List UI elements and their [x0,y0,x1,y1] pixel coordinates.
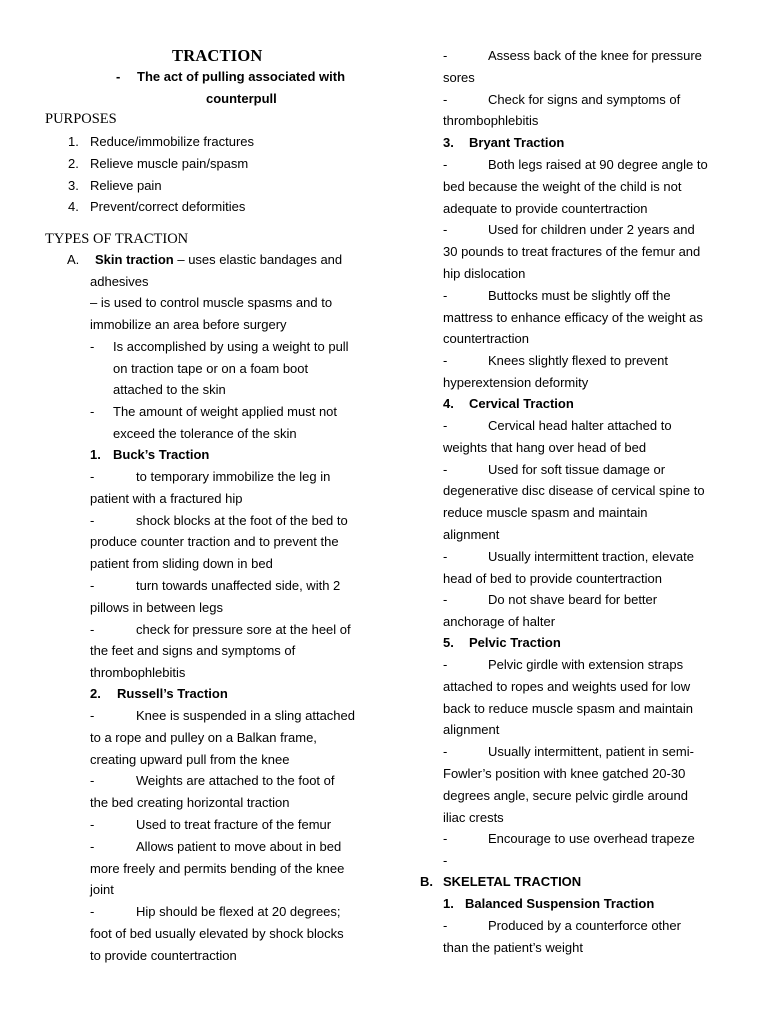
cervical-item-continued: alignment [443,527,500,542]
bryant-item-continued: bed because the weight of the child is not [443,179,682,194]
bryant-item-continued: hyperextension deformity [443,375,589,390]
bucks-item-continued: thrombophlebitis [90,665,186,680]
purpose-item: Relieve pain [90,178,162,193]
russells-cont-item: Check for signs and symptoms of [488,92,681,107]
pelvic-item-dash: - [443,831,448,846]
bryant-item-dash: - [443,353,448,368]
russells-item-dash: - [90,773,95,788]
russells-item-continued: foot of bed usually elevated by shock blocks [90,926,344,941]
cervical-item-continued: anchorage of halter [443,614,556,629]
cervical-item-continued: weights that hang over head of bed [443,440,647,455]
russells-item: Weights are attached to the foot of [136,773,335,788]
russells-item-continued: joint [90,882,114,897]
cervical-item-dash: - [443,462,448,477]
bryant-item-dash: - [443,222,448,237]
bryant-item-continued: adequate to provide countertraction [443,201,648,216]
skin-bullet-2-dash: - [90,404,95,419]
skin-bullet-1-line-3: attached to the skin [113,382,226,397]
skin-bullet-1-dash: - [90,339,95,354]
cervical-title: Cervical Traction [469,396,574,411]
bucks-number: 1. [90,447,101,462]
purpose-number: 2. [68,156,79,171]
bucks-item: to temporary immobilize the leg in [136,469,331,484]
russells-item-continued: creating upward pull from the knee [90,752,290,767]
russells-item-dash: - [90,817,95,832]
pelvic-item-dash: - [443,744,448,759]
purpose-item: Reduce/immobilize fractures [90,134,255,149]
russells-cont-item-dash: - [443,92,448,107]
cervical-item-continued: reduce muscle spasm and maintain [443,505,648,520]
bucks-item-continued: the feet and signs and symptoms of [90,643,296,658]
pelvic-number: 5. [443,635,454,650]
bucks-item: turn towards unaffected side, with 2 [136,578,341,593]
purpose-number: 4. [68,199,79,214]
skin-traction-rest: – uses elastic bandages and [173,252,343,267]
types-heading: TYPES OF TRACTION [45,231,189,247]
purpose-number: 1. [68,134,79,149]
bucks-item: check for pressure sore at the heel of [136,622,351,637]
bryant-title: Bryant Traction [469,135,565,150]
pelvic-lone-dash: - [443,853,448,868]
purposes-heading: PURPOSES [45,111,117,127]
balanced-title: Balanced Suspension Traction [465,896,655,911]
skin-bullet-1-line-2: on traction tape or on a foam boot [113,361,309,376]
pelvic-title: Pelvic Traction [469,635,561,650]
cervical-item-dash: - [443,592,448,607]
bryant-number: 3. [443,135,454,150]
bryant-item-continued: hip dislocation [443,266,526,281]
pelvic-item: Usually intermittent, patient in semi- [488,744,694,759]
russells-item-dash: - [90,708,95,723]
russells-item-dash: - [90,839,95,854]
cervical-item-continued: degenerative disc disease of cervical spine to [443,483,705,498]
cervical-item-dash: - [443,549,448,564]
cervical-item-dash: - [443,418,448,433]
bryant-item-continued: 30 pounds to treat fractures of the femur and [443,244,701,259]
bucks-item-dash: - [90,469,95,484]
russells-number: 2. [90,686,101,701]
purpose-item: Prevent/correct deformities [90,199,246,214]
pelvic-item-continued: Fowler’s position with knee gatched 20-30 [443,766,686,781]
skin-bullet-2-line-2: exceed the tolerance of the skin [113,426,297,441]
cervical-item-continued: head of bed to provide countertraction [443,571,662,586]
pelvic-item-dash: - [443,657,448,672]
bucks-item-continued: produce counter traction and to prevent the [90,534,339,549]
cervical-item: Do not shave beard for better [488,592,658,607]
bryant-item-continued: countertraction [443,331,529,346]
definition-line-1: The act of pulling associated with [137,69,346,84]
skeletal-item: Produced by a counterforce other [488,918,681,933]
russells-cont-item: Assess back of the knee for pressure [488,48,702,63]
bucks-item-continued: pillows in between legs [90,600,223,615]
pelvic-item-continued: attached to ropes and weights used for low [443,679,691,694]
skin-traction-line-1 [95,249,342,271]
russells-item-continued: the bed creating horizontal traction [90,795,290,810]
skin-traction-line-2: adhesives [90,274,149,289]
russells-item: Used to treat fracture of the femur [136,817,332,832]
bryant-item: Used for children under 2 years and [488,222,695,237]
bucks-item-continued: patient from sliding down in bed [90,556,273,571]
pelvic-item: Pelvic girdle with extension straps [488,657,684,672]
bryant-item-continued: mattress to enhance efficacy of the weight as [443,310,703,325]
bryant-item-dash: - [443,288,448,303]
russells-item-dash: - [90,904,95,919]
bucks-item-continued: patient with a fractured hip [90,491,243,506]
bucks-item-dash: - [90,578,95,593]
bryant-item-dash: - [443,157,448,172]
russells-item-continued: more freely and permits bending of the knee [90,861,345,876]
skeletal-item-dash: - [443,918,448,933]
russells-item-continued: to a rope and pulley on a Balkan frame, [90,730,317,745]
cervical-number: 4. [443,396,454,411]
balanced-number: 1. [443,896,454,911]
cervical-item: Usually intermittent traction, elevate [488,549,694,564]
cervical-item: Used for soft tissue damage or [488,462,666,477]
skeletal-title: SKELETAL TRACTION [443,874,582,889]
bryant-item: Buttocks must be slightly off the [488,288,671,303]
russells-cont-item-dash: - [443,48,448,63]
pelvic-item-continued: degrees angle, secure pelvic girdle around [443,788,688,803]
russells-item: Knee is suspended in a sling attached [136,708,355,723]
russells-item-continued: to provide countertraction [90,948,237,963]
pelvic-item-continued: back to reduce muscle spasm and maintain [443,701,694,716]
russells-cont-item-continued: sores [443,70,475,85]
skin-bullet-1-line-1: Is accomplished by using a weight to pull [113,339,349,354]
skin-traction-label: Skin traction [95,252,174,267]
definition-dash: - [116,69,121,84]
bryant-item: Knees slightly flexed to prevent [488,353,668,368]
pelvic-item: Encourage to use overhead trapeze [488,831,695,846]
russells-title: Russell’s Traction [117,686,228,701]
pelvic-item-continued: alignment [443,722,500,737]
russells-item: Allows patient to move about in bed [136,839,342,854]
skin-traction-line-4: immobilize an area before surgery [90,317,287,332]
skin-letter: A. [67,252,80,267]
cervical-item: Cervical head halter attached to [488,418,672,433]
bucks-item-dash: - [90,622,95,637]
skeletal-item-continued: than the patient’s weight [443,940,583,955]
page-title: TRACTION [172,46,263,65]
bucks-title: Buck’s Traction [113,447,210,462]
bryant-item: Both legs raised at 90 degree angle to [488,157,708,172]
bucks-item-dash: - [90,513,95,528]
purpose-item: Relieve muscle pain/spasm [90,156,249,171]
bucks-item: shock blocks at the foot of the bed to [136,513,348,528]
pelvic-item-continued: iliac crests [443,810,504,825]
skin-traction-line-3: – is used to control muscle spasms and to [90,295,333,310]
definition-line-2: counterpull [206,91,277,106]
russells-cont-item-continued: thrombophlebitis [443,113,539,128]
skeletal-letter: B. [420,874,433,889]
skin-bullet-2-line-1: The amount of weight applied must not [113,404,338,419]
russells-item: Hip should be flexed at 20 degrees; [136,904,341,919]
purpose-number: 3. [68,178,79,193]
